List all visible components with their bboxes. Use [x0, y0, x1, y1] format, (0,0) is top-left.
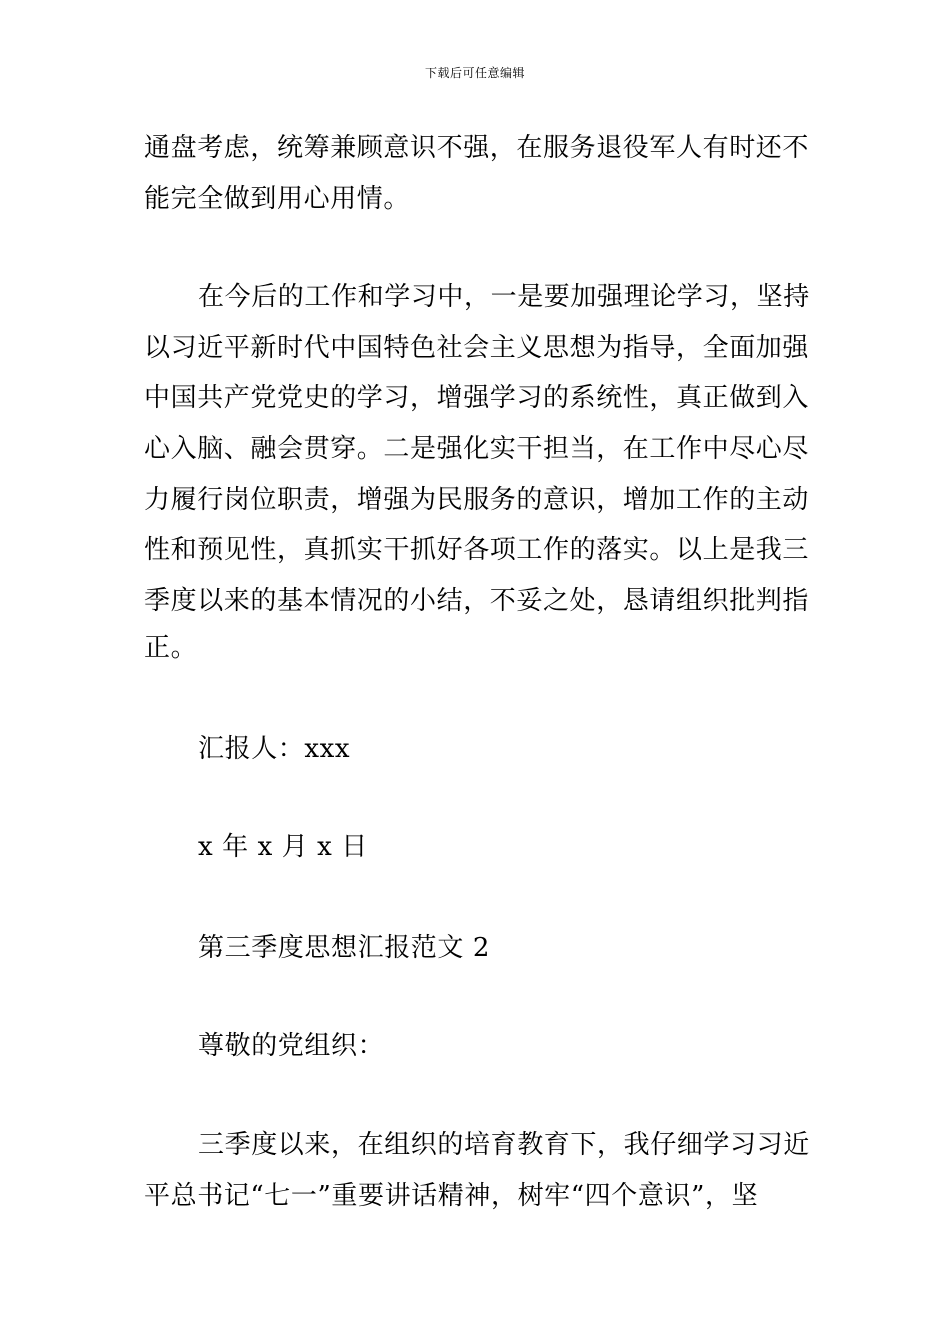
- paragraph-line: 心入脑、融会贯穿。二是强化实干担当，在工作中尽心尽: [144, 434, 810, 464]
- paragraph-line: 在今后的工作和学习中，一是要加强理论学习，坚持: [198, 282, 810, 312]
- paragraph-line: 以习近平新时代中国特色社会主义思想为指导，全面加强: [144, 333, 810, 363]
- reporter-line: 汇报人：xxx: [198, 734, 351, 764]
- salutation: 尊敬的党组织：: [198, 1031, 385, 1061]
- paragraph-line: 正。: [144, 633, 198, 663]
- paragraph-line: 季度以来的基本情况的小结，不妥之处，恳请组织批判指: [144, 586, 810, 616]
- paragraph-line: 性和预见性，真抓实干抓好各项工作的落实。以上是我三: [144, 535, 810, 565]
- paragraph-line: 通盘考虑，统筹兼顾意识不强，在服务退役军人有时还不: [144, 133, 810, 163]
- paragraph-line: 平总书记“七一”重要讲话精神，树牢“四个意识”，坚: [144, 1181, 759, 1211]
- paragraph-line: 三季度以来，在组织的培育教育下，我仔细学习习近: [198, 1130, 810, 1160]
- section-title: 第三季度思想汇报范文 2: [198, 933, 491, 963]
- paragraph-line: 能完全做到用心用情。: [144, 184, 411, 214]
- page-header: 下载后可任意编辑: [424, 66, 525, 80]
- date-line: x 年 x 月 x 日: [198, 832, 368, 862]
- paragraph-line: 中国共产党党史的学习，增强学习的系统性，真正做到入: [144, 383, 810, 413]
- paragraph-line: 力履行岗位职责，增强为民服务的意识，增加工作的主动: [144, 485, 810, 515]
